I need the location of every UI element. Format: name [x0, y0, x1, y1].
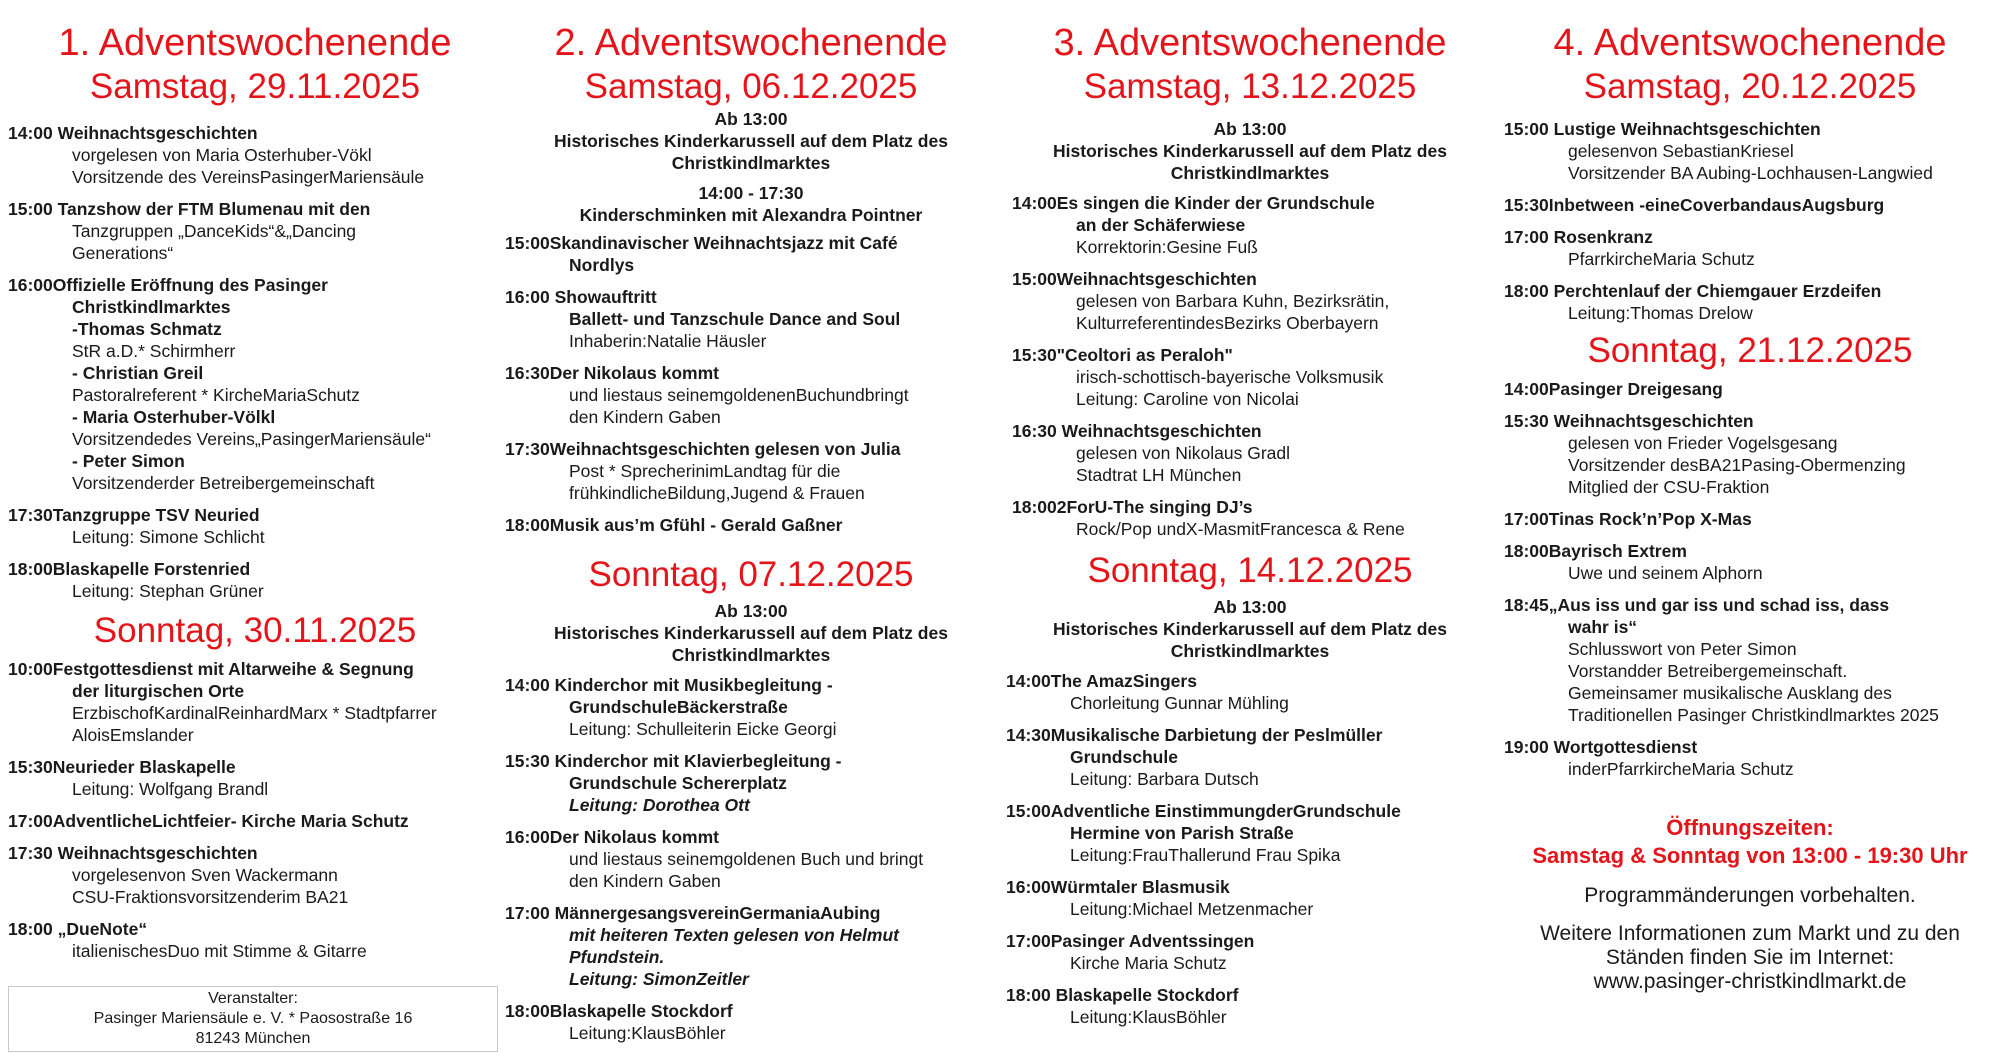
intro-ab: Ab 13:00: [1213, 119, 1287, 139]
opening-hours-title: Öffnungszeiten:: [1666, 815, 1834, 840]
program-entry: [8, 122, 502, 188]
entry-time-title: 17:00Pasinger Adventssingen: [1006, 931, 1255, 951]
sunday-heading: Sonntag, 07.12.2025: [588, 555, 914, 594]
entry-detail-line: Vorsitzenderder Betreibergemeinschaft: [72, 473, 375, 493]
entry-time-title: 15:30"Ceoltori as Peraloh": [1012, 345, 1233, 365]
event-list: [1504, 378, 2000, 780]
event-list: [1006, 670, 1500, 1028]
entry-detail-line: Nordlys: [569, 255, 635, 275]
entry-detail-line: der liturgischen Orte: [72, 681, 245, 701]
column-weekend-3: [1000, 0, 1500, 1063]
event-list: [505, 674, 997, 1044]
entry-time-title: 18:00Blaskapelle Stockdorf: [505, 1001, 733, 1021]
saturday-heading: Samstag, 13.12.2025: [1083, 67, 1417, 106]
entry-detail-line: Ballett- und Tanzschule Dance and Soul: [569, 309, 901, 329]
entry-time-title: 17:30Weihnachtsgeschichten gelesen von Julia: [505, 439, 901, 459]
entry-detail-line: frühkindlicheBildung,Jugend & Frauen: [569, 483, 865, 503]
entry-time-title: 10:00Festgottesdienst mit Altarweihe & Segnung: [8, 659, 414, 679]
program-entry: [1012, 496, 1500, 540]
program-entry: [1504, 736, 2000, 780]
program-entry: [1006, 724, 1500, 790]
entry-detail-line: gelesenvon SebastianKriesel: [1568, 141, 1794, 161]
entry-detail-line: GrundschuleBäckerstraße: [569, 697, 788, 717]
entry-detail-line: inderPfarrkircheMaria Schutz: [1568, 759, 1794, 779]
entry-time-title: 15:00 Lustige Weihnachtsgeschichten: [1504, 119, 1821, 139]
program-entry: [505, 514, 997, 536]
program-entry: [8, 658, 502, 746]
entry-time-title: 16:00Offizielle Eröffnung des Pasinger: [8, 275, 328, 295]
entry-detail-line: Uwe und seinem Alphorn: [1568, 563, 1763, 583]
entry-detail-line: Mitglied der CSU-Fraktion: [1568, 477, 1770, 497]
entry-detail-line: Post * SprecherinimLandtag für die: [569, 461, 841, 481]
entry-time-title: 18:00 Perchtenlauf der Chiemgauer Erzdeifen: [1504, 281, 1882, 301]
entry-detail-line: Leitung:FrauThallerund Frau Spika: [1070, 845, 1341, 865]
entry-detail-line: Leitung: Dorothea Ott: [569, 795, 750, 815]
entry-detail-line: Leitung:KlausBöhler: [1070, 1007, 1227, 1027]
intro-schminken-time: 14:00 - 17:30: [698, 183, 804, 203]
entry-detail-line: Leitung:Thomas Drelow: [1568, 303, 1753, 323]
entry-detail-line: Schlusswort von Peter Simon: [1568, 639, 1797, 659]
entry-time-title: 15:00Skandinavischer Weihnachtsjazz mit Café: [505, 233, 898, 253]
intro-schminken: Kinderschminken mit Alexandra Pointner: [579, 205, 923, 225]
entry-detail-line: den Kindern Gaben: [569, 871, 721, 891]
program-entry: [505, 1000, 997, 1044]
entry-detail-line: Generations“: [72, 243, 174, 263]
column-weekend-2: [505, 0, 997, 1063]
entry-detail-line: Leitung: Wolfgang Brandl: [72, 779, 269, 799]
weekend-heading: 4. Adventswochenende: [1553, 22, 1947, 64]
info-line-1: Weitere Informationen zum Markt und zu den: [1540, 922, 1960, 945]
program-entry: [1504, 540, 2000, 584]
entry-time-title: 18:00Bayrisch Extrem: [1504, 541, 1687, 561]
entry-detail-line: Traditionellen Pasinger Christkindlmarktes 2025: [1568, 705, 1939, 725]
entry-time-title: 18:45„Aus iss und gar iss und schad iss, dass: [1504, 595, 1890, 615]
entry-detail-line: -Thomas Schmatz: [72, 319, 222, 339]
program-entry: [1006, 800, 1500, 866]
sunday-heading: Sonntag, 14.12.2025: [1087, 551, 1413, 590]
program-entry: [1006, 930, 1500, 974]
program-entry: [1504, 280, 2000, 324]
program-entry: [1006, 670, 1500, 714]
program-entry: [8, 810, 502, 832]
entry-detail-line: italienischesDuo mit Stimme & Gitarre: [72, 941, 367, 961]
program-entry: [1504, 508, 2000, 530]
program-entry: [1012, 268, 1500, 334]
entry-time-title: 15:30Neurieder Blaskapelle: [8, 757, 236, 777]
entry-detail-line: Pastoralreferent * KircheMariaSchutz: [72, 385, 360, 405]
program-entry: [1006, 984, 1500, 1028]
entry-detail-line: Leitung: Stephan Grüner: [72, 581, 264, 601]
program-entry: [1012, 420, 1500, 486]
program-entry: [505, 902, 997, 990]
program-entry: [8, 918, 502, 962]
entry-time-title: 16:30 Weihnachtsgeschichten: [1012, 421, 1262, 441]
program-entry: [8, 558, 502, 602]
entry-detail-line: Leitung: Schulleiterin Eicke Georgi: [569, 719, 837, 739]
sunday-heading: Sonntag, 21.12.2025: [1587, 331, 1913, 370]
entry-detail-line: Vorsitzende des VereinsPasingerMariensäule: [72, 167, 425, 187]
program-entry: [505, 750, 997, 816]
organizer-label: Veranstalter:: [208, 990, 298, 1007]
program-entry: [8, 842, 502, 908]
entry-time-title: 14:00 Weihnachtsgeschichten: [8, 123, 258, 143]
program-entry: [1504, 410, 2000, 498]
entry-detail-line: wahr is“: [1568, 617, 1638, 637]
entry-detail-line: Grundschule: [1070, 747, 1178, 767]
entry-detail-line: den Kindern Gaben: [569, 407, 721, 427]
event-list: [1504, 118, 2000, 324]
program-entry: [1504, 378, 2000, 400]
entry-detail-line: gelesen von Frieder Vogelsgesang: [1568, 433, 1838, 453]
intro-karussell-2: Christkindlmarktes: [1170, 641, 1330, 661]
entry-detail-line: Tanzgruppen „DanceKids“&„Dancing: [72, 221, 357, 241]
intro-karussell-2: Christkindlmarktes: [671, 153, 831, 173]
intro-karussell-2: Christkindlmarktes: [1170, 163, 1330, 183]
program-entry: [505, 362, 997, 428]
entry-time-title: 18:00Musik aus’m Gfühl - Gerald Gaßner: [505, 515, 843, 535]
entry-time-title: 15:00 Tanzshow der FTM Blumenau mit den: [8, 199, 371, 219]
event-list: [505, 232, 997, 536]
entry-time-title: 14:00 Kinderchor mit Musikbegleitung -: [505, 675, 833, 695]
weekend-heading: 3. Adventswochenende: [1053, 22, 1447, 64]
entry-detail-line: Vorsitzender BA Aubing-Lochhausen-Langwied: [1568, 163, 1933, 183]
program-entry: [1504, 194, 2000, 216]
entry-time-title: 14:30Musikalische Darbietung der Peslmüller: [1006, 725, 1383, 745]
entry-time-title: 16:00Würmtaler Blasmusik: [1006, 877, 1230, 897]
entry-time-title: 19:00 Wortgottesdienst: [1504, 737, 1698, 757]
intro-karussell: Historisches Kinderkarussell auf dem Platz des: [554, 623, 948, 643]
info-line-2: Ständen finden Sie im Internet:: [1605, 946, 1895, 969]
entry-detail-line: ErzbischofKardinalReinhardMarx * Stadtpfarrer: [72, 703, 437, 723]
entry-detail-line: - Peter Simon: [72, 451, 185, 471]
intro-karussell: Historisches Kinderkarussell auf dem Platz des: [1053, 141, 1447, 161]
program-entry: [1504, 118, 2000, 184]
organizer-city: 81243 München: [195, 1030, 311, 1047]
entry-detail-line: irisch-schottisch-bayerische Volksmusik: [1076, 367, 1384, 387]
column-weekend-4: [1500, 0, 2000, 1063]
entry-detail-line: Christkindlmarktes: [72, 297, 231, 317]
entry-time-title: 17:00Tinas Rock’n’Pop X-Mas: [1504, 509, 1752, 529]
intro-karussell: Historisches Kinderkarussell auf dem Platz des: [554, 131, 948, 151]
intro-ab: Ab 13:00: [714, 109, 788, 129]
intro-ab: Ab 13:00: [1213, 597, 1287, 617]
entry-detail-line: an der Schäferwiese: [1076, 215, 1246, 235]
entry-detail-line: AloisEmslander: [72, 725, 194, 745]
entry-detail-line: Inhaberin:Natalie Häusler: [569, 331, 767, 351]
entry-detail-line: Stadtrat LH München: [1076, 465, 1242, 485]
entry-detail-line: Chorleitung Gunnar Mühling: [1070, 693, 1289, 713]
entry-time-title: 14:00The AmazSingers: [1006, 671, 1197, 691]
opening-hours-text: Samstag & Sonntag von 13:00 - 19:30 Uhr: [1532, 843, 1968, 868]
intro-ab: Ab 13:00: [714, 601, 788, 621]
entry-time-title: 18:00 Blaskapelle Stockdorf: [1006, 985, 1239, 1005]
entry-detail-line: Pfundstein.: [569, 947, 665, 967]
program-entry: [8, 504, 502, 548]
website-url: www.pasinger-christkindlmarkt.de: [1593, 970, 1907, 993]
organizer-box: [8, 986, 498, 1052]
program-entry: [1006, 876, 1500, 920]
entry-time-title: 15:00Weihnachtsgeschichten: [1012, 269, 1257, 289]
program-entry: [505, 438, 997, 504]
entry-time-title: 17:30 Weihnachtsgeschichten: [8, 843, 258, 863]
entry-time-title: 16:00Der Nikolaus kommt: [505, 827, 719, 847]
event-list: [8, 658, 502, 962]
organizer-address: Pasinger Mariensäule e. V. * Paosostraße 16: [93, 1010, 413, 1027]
entry-detail-line: Leitung: Caroline von Nicolai: [1076, 389, 1299, 409]
event-list: [8, 122, 502, 602]
entry-time-title: 17:00 MännergesangsvereinGermaniaAubing: [505, 903, 881, 923]
entry-detail-line: - Maria Osterhuber-Völkl: [72, 407, 276, 427]
entry-detail-line: vorgelesenvon Sven Wackermann: [72, 865, 338, 885]
entry-time-title: 16:00 Showauftritt: [505, 287, 657, 307]
entry-time-title: 17:00 Rosenkranz: [1504, 227, 1653, 247]
saturday-heading: Samstag, 29.11.2025: [89, 67, 421, 106]
event-list: [1012, 192, 1500, 540]
program-entry: [505, 286, 997, 352]
entry-detail-line: Leitung:Michael Metzenmacher: [1070, 899, 1314, 919]
intro-karussell: Historisches Kinderkarussell auf dem Platz des: [1053, 619, 1447, 639]
program-entry: [505, 232, 997, 276]
entry-detail-line: Hermine von Parish Straße: [1070, 823, 1294, 843]
entry-time-title: 18:00Blaskapelle Forstenried: [8, 559, 251, 579]
weekend-heading: 2. Adventswochenende: [554, 22, 948, 64]
program-note: Programmänderungen vorbehalten.: [1584, 884, 1916, 907]
entry-detail-line: Leitung: Barbara Dutsch: [1070, 769, 1259, 789]
entry-detail-line: Rock/Pop undX-MasmitFrancesca & Rene: [1076, 519, 1405, 539]
entry-time-title: 14:00Es singen die Kinder der Grundschule: [1012, 193, 1375, 213]
entry-detail-line: CSU-Fraktionsvorsitzenderim BA21: [72, 887, 349, 907]
entry-detail-line: gelesen von Barbara Kuhn, Bezirksrätin,: [1076, 291, 1390, 311]
entry-detail-line: KulturreferentindesBezirks Oberbayern: [1076, 313, 1379, 333]
entry-detail-line: Vorsitzendedes Vereins„PasingerMariensäule“: [72, 429, 431, 449]
entry-detail-line: gelesen von Nikolaus Gradl: [1076, 443, 1291, 463]
entry-time-title: 15:30 Weihnachtsgeschichten: [1504, 411, 1754, 431]
weekend-heading: 1. Adventswochenende: [58, 22, 452, 64]
entry-time-title: 17:00AdventlicheLichtfeier- Kirche Maria Schutz: [8, 811, 409, 831]
entry-detail-line: Leitung: SimonZeitler: [569, 969, 749, 989]
program-entry: [505, 674, 997, 740]
intro-karussell-2: Christkindlmarktes: [671, 645, 831, 665]
entry-detail-line: und liestaus seinemgoldenenBuchundbringt: [569, 385, 909, 405]
entry-detail-line: Kirche Maria Schutz: [1070, 953, 1227, 973]
entry-detail-line: und liestaus seinemgoldenen Buch und bringt: [569, 849, 924, 869]
entry-detail-line: PfarrkircheMaria Schutz: [1568, 249, 1755, 269]
entry-detail-line: Gemeinsamer musikalische Ausklang des: [1568, 683, 1892, 703]
entry-detail-line: vorgelesen von Maria Osterhuber-Vökl: [72, 145, 372, 165]
entry-detail-line: Leitung: Simone Schlicht: [72, 527, 265, 547]
program-entry: [1504, 226, 2000, 270]
entry-detail-line: Leitung:KlausBöhler: [569, 1023, 726, 1043]
entry-time-title: 18:00 „DueNote“: [8, 919, 148, 939]
program-entry: [1504, 594, 2000, 726]
entry-time-title: 15:30Inbetween -eineCoverbandausAugsburg: [1504, 195, 1885, 215]
entry-time-title: 17:30Tanzgruppe TSV Neuried: [8, 505, 260, 525]
saturday-heading: Samstag, 20.12.2025: [1583, 67, 1917, 106]
entry-detail-line: mit heiteren Texten gelesen von Helmut: [569, 925, 899, 945]
entry-time-title: 14:00Pasinger Dreigesang: [1504, 379, 1723, 399]
program-entry: [1012, 192, 1500, 258]
program-entry: [505, 826, 997, 892]
entry-detail-line: Vorstandder Betreibergemeinschaft.: [1568, 661, 1848, 681]
entry-detail-line: - Christian Greil: [72, 363, 204, 383]
sunday-heading: Sonntag, 30.11.2025: [93, 611, 417, 650]
entry-time-title: 15:30 Kinderchor mit Klavierbegleitung -: [505, 751, 842, 771]
saturday-heading: Samstag, 06.12.2025: [584, 67, 918, 106]
program-entry: [1012, 344, 1500, 410]
entry-detail-line: Vorsitzender desBA21Pasing-Obermenzing: [1568, 455, 1906, 475]
entry-time-title: 15:00Adventliche EinstimmungderGrundschule: [1006, 801, 1401, 821]
program-entry: [8, 198, 502, 264]
program-entry: [8, 756, 502, 800]
program-entry: [8, 274, 502, 494]
entry-detail-line: Korrektorin:Gesine Fuß: [1076, 237, 1258, 257]
entry-time-title: 16:30Der Nikolaus kommt: [505, 363, 719, 383]
entry-time-title: 18:002ForU-The singing DJ’s: [1012, 497, 1253, 517]
column-weekend-1: [8, 0, 502, 1063]
entry-detail-line: Grundschule Schererplatz: [569, 773, 787, 793]
entry-detail-line: StR a.D.* Schirmherr: [72, 341, 236, 361]
